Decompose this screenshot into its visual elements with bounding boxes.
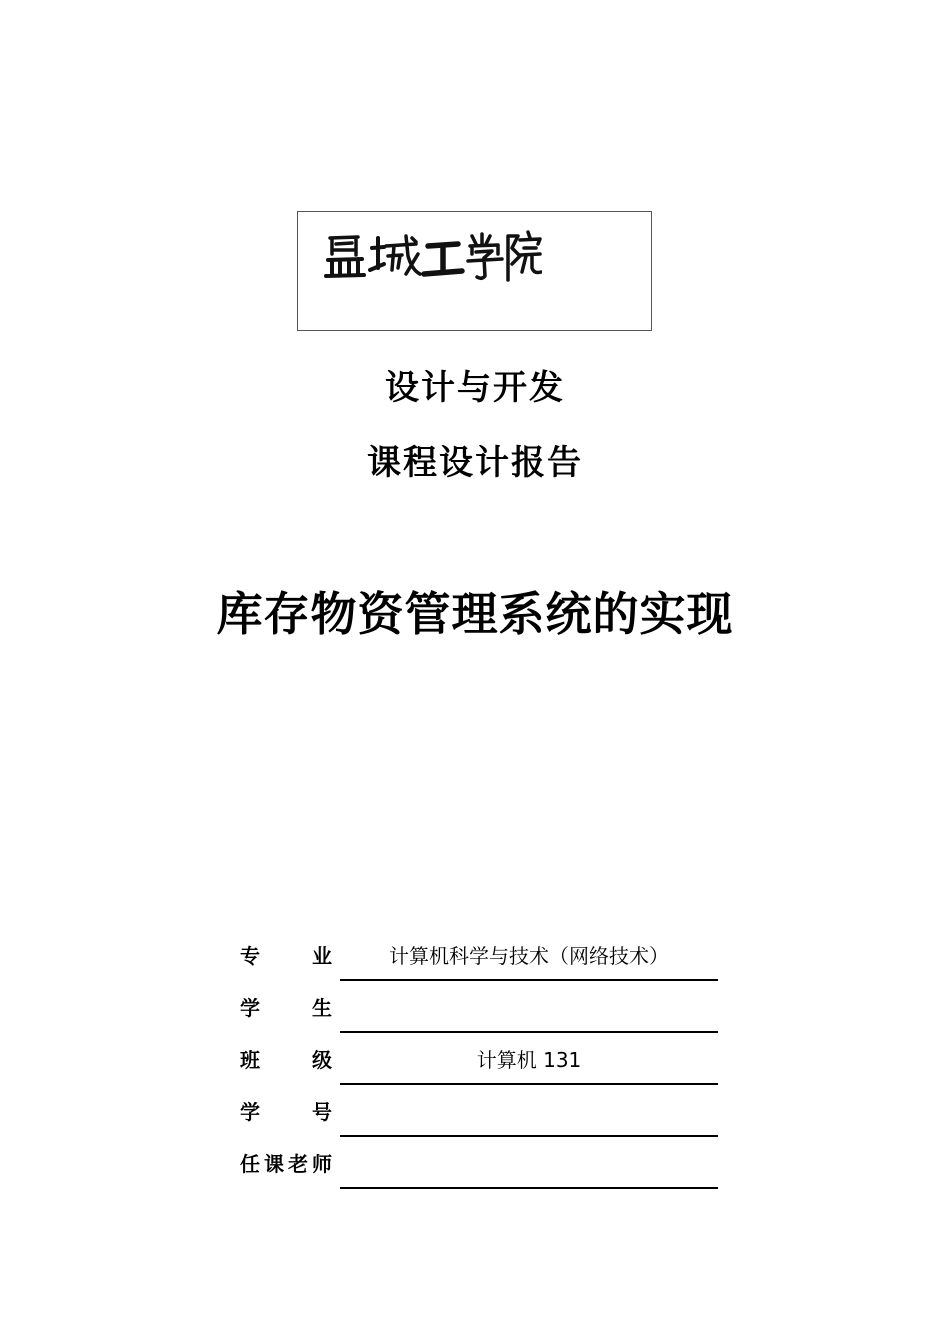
class-field bbox=[340, 1034, 718, 1085]
student-id-label: 学 号 bbox=[240, 1100, 332, 1124]
student-info-form bbox=[240, 930, 720, 1190]
major-label: 专 业 bbox=[240, 944, 332, 968]
major-value: 计算机科学与技术（网络技术） bbox=[389, 944, 669, 968]
student-id-field bbox=[340, 1086, 718, 1137]
info-row-student-id bbox=[240, 1086, 720, 1138]
student-field bbox=[340, 982, 718, 1033]
info-row-teacher bbox=[240, 1138, 720, 1190]
info-row-class bbox=[240, 1034, 720, 1086]
report-title: 库存物资管理系统的实现 bbox=[216, 587, 734, 641]
school-calligraphy-logo bbox=[322, 228, 542, 286]
school-logo-frame bbox=[297, 211, 652, 331]
student-label: 学 生 bbox=[240, 996, 332, 1020]
info-row-major bbox=[240, 930, 720, 982]
course-subtitle-line2: 课程设计报告 bbox=[367, 443, 583, 483]
teacher-field bbox=[340, 1138, 718, 1189]
major-field bbox=[340, 930, 718, 981]
teacher-label: 任课老师 bbox=[240, 1152, 332, 1176]
course-subtitle-line1: 设计与开发 bbox=[385, 368, 565, 408]
class-value: 计算机 131 bbox=[476, 1048, 582, 1072]
class-label: 班 级 bbox=[240, 1048, 332, 1072]
info-row-student bbox=[240, 982, 720, 1034]
